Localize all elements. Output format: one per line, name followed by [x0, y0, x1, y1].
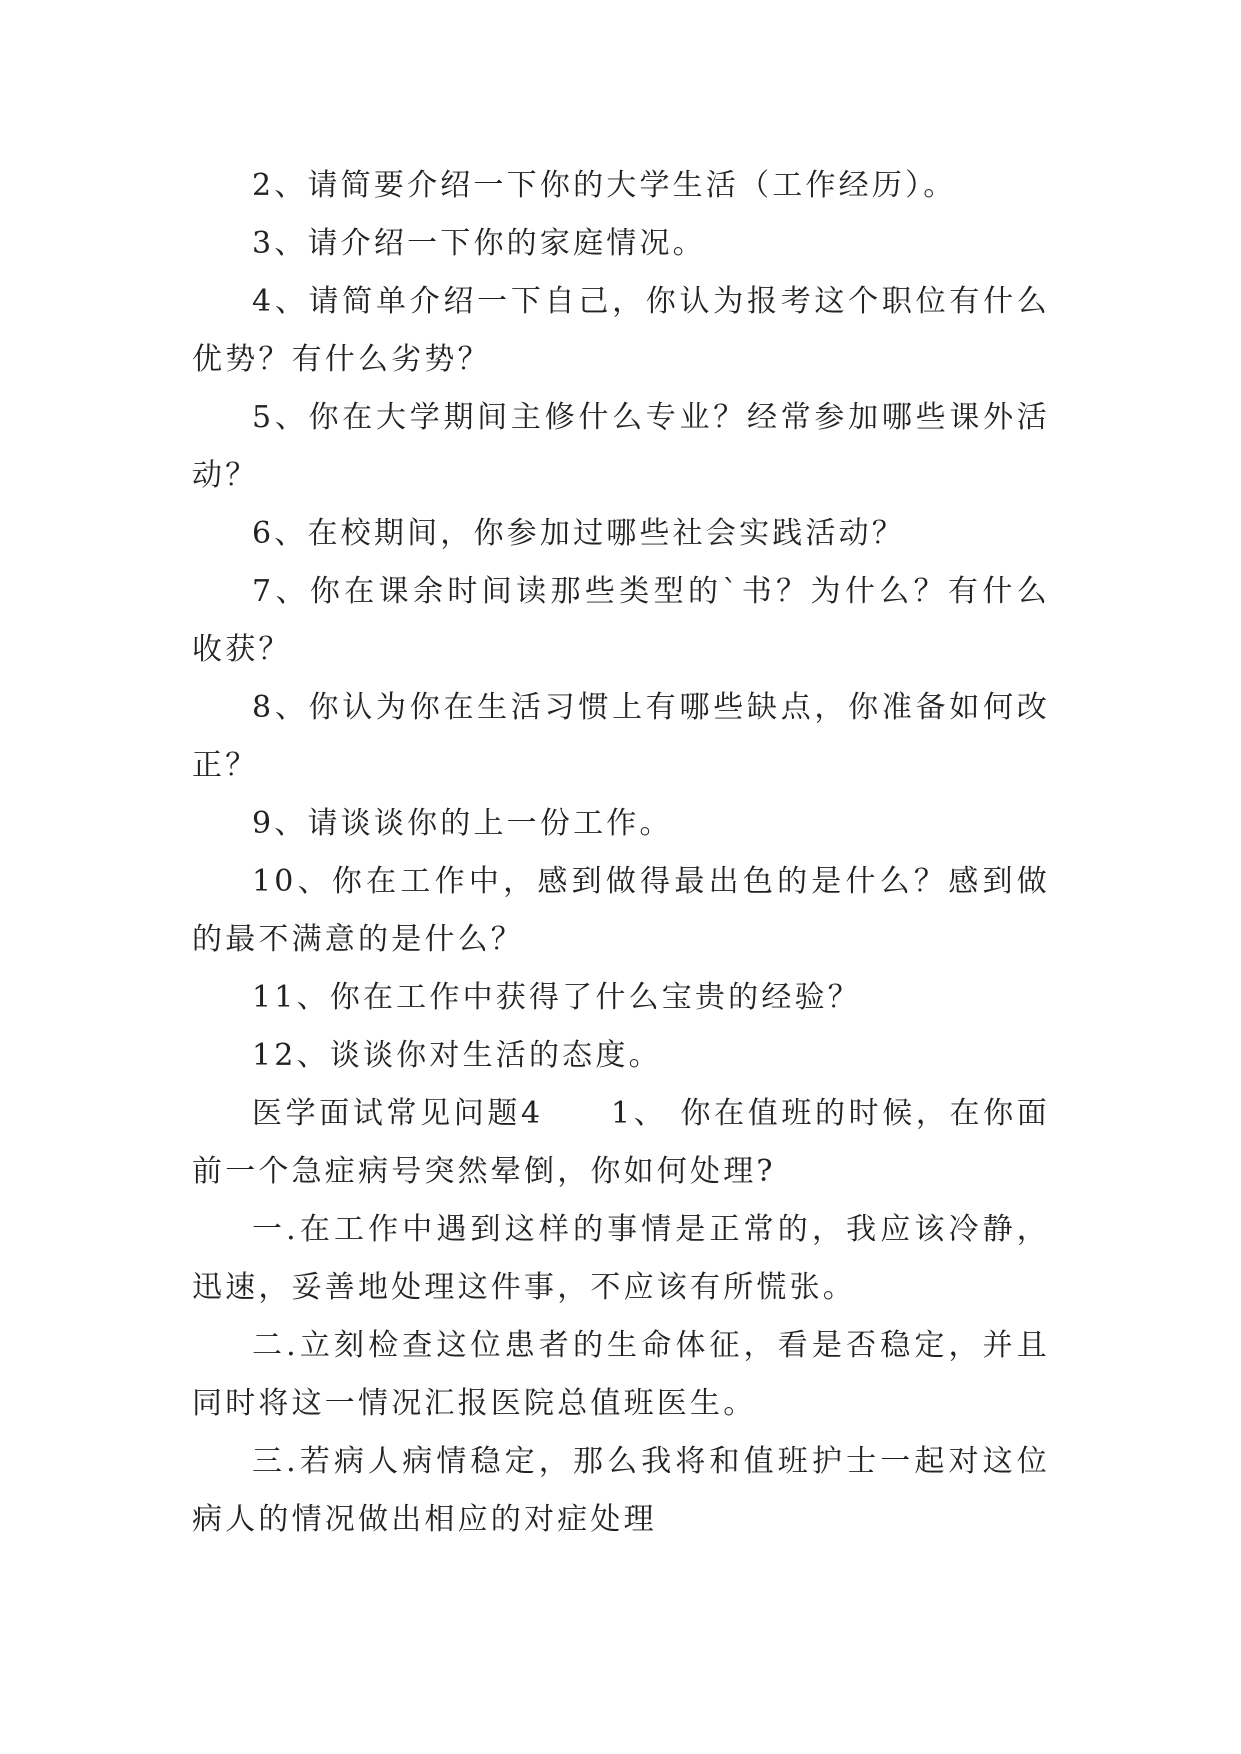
paragraph-question-2: 2、请简要介绍一下你的大学生活（工作经历）。 — [252, 168, 957, 203]
paragraph-question-7: 7、你在课余时间读那些类型的`书？为什么？有什么收获？ — [192, 574, 1050, 667]
paragraph-question-12: 12、谈谈你对生活的态度。 — [252, 1038, 662, 1073]
paragraph-question-8: 8、你认为你在生活习惯上有哪些缺点，你准备如何改正？ — [192, 690, 1050, 783]
paragraph-answer-3: 三.若病人病情稳定，那么我将和值班护士一起对这位病人的情况做出相应的对症处理 — [192, 1444, 1050, 1537]
paragraph-question-11: 11、你在工作中获得了什么宝贵的经验？ — [252, 980, 861, 1015]
paragraph-question-6: 6、在校期间，你参加过哪些社会实践活动？ — [252, 516, 906, 551]
document-body — [192, 157, 1050, 1549]
paragraph-section-heading: 医学面试常见问题4 1、 你在值班的时候，在你面前一个急症病号突然晕倒，你如何处理? — [192, 1096, 1050, 1189]
paragraph-question-9: 9、请谈谈你的上一份工作。 — [252, 806, 673, 841]
paragraph-question-4: 4、请简单介绍一下自己，你认为报考这个职位有什么优势？有什么劣势？ — [192, 284, 1050, 377]
paragraph-answer-1: 一.在工作中遇到这样的事情是正常的，我应该冷静，迅速，妥善地处理这件事，不应该有所慌张。 — [192, 1212, 1050, 1305]
paragraph-answer-2: 二.立刻检查这位患者的生命体征，看是否稳定，并且同时将这一情况汇报医院总值班医生。 — [192, 1328, 1050, 1421]
paragraph-question-5: 5、你在大学期间主修什么专业？经常参加哪些课外活动？ — [192, 400, 1050, 493]
paragraph-question-10: 10、你在工作中，感到做得最出色的是什么？感到做的最不满意的是什么？ — [192, 864, 1050, 957]
paragraph-question-3: 3、请介绍一下你的家庭情况。 — [252, 226, 706, 261]
